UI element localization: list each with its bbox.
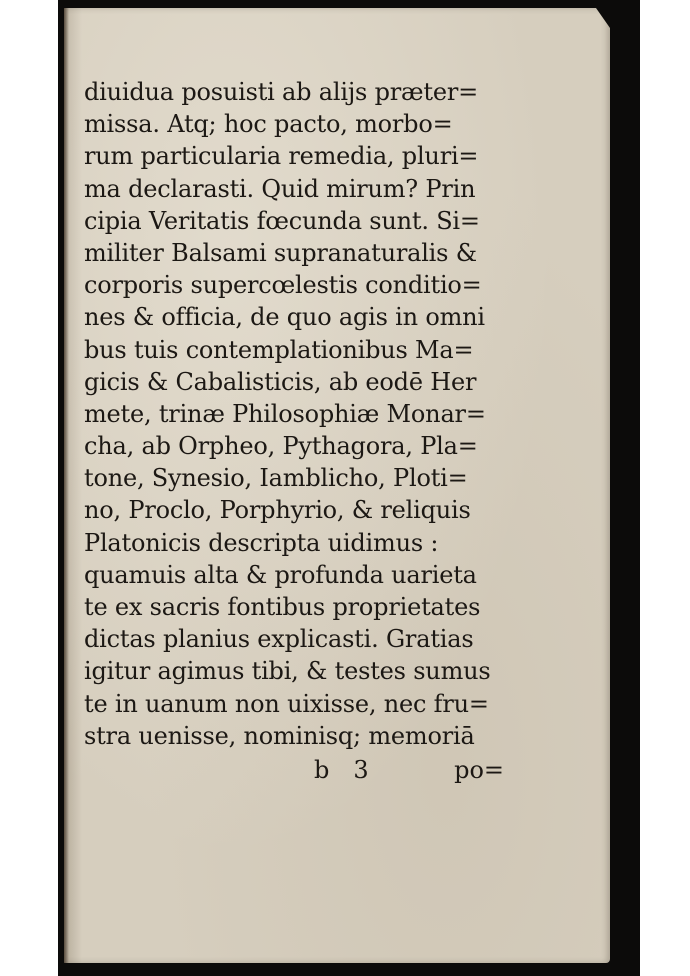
text-line: te ex sacris fontibus proprietates — [84, 593, 481, 621]
signature-letter: b — [314, 756, 330, 784]
text-line: corporis supercœlestis conditio= — [84, 271, 482, 300]
gutter-shadow — [64, 8, 69, 963]
text-line: tone, Synesio, Iamblicho, Ploti= — [84, 464, 468, 493]
page-corner — [596, 8, 610, 28]
text-line: Platonicis descripta uidimus : — [84, 528, 439, 557]
body-text — [84, 76, 504, 752]
text-line: mete, trinæ Philosophiæ Monar= — [84, 399, 486, 428]
text-line: gicis & Cabalisticis, ab eodē Her — [84, 367, 477, 396]
signature-number: 3 — [353, 756, 369, 784]
book-page — [64, 8, 610, 963]
text-line: dictas planius explicasti. Gratias — [84, 625, 474, 654]
text-line: quamuis alta & profunda uarieta — [84, 560, 477, 589]
signature-line — [304, 754, 504, 786]
text-line: nes & officia, de quo agis in omni — [84, 303, 485, 332]
text-line: militer Balsami supranaturalis & — [84, 238, 477, 267]
catchword: po= — [454, 756, 504, 784]
text-line: cipia Veritatis fœcunda sunt. Si= — [84, 206, 480, 235]
text-line: igitur agimus tibi, & testes sumus — [84, 657, 491, 686]
text-line: cha, ab Orpheo, Pythagora, Pla= — [84, 432, 478, 461]
text-line: stra uenisse, nominisq; memoriā — [84, 721, 475, 750]
text-line: ma declarasti. Quid mirum? Prin — [84, 174, 476, 203]
text-line: te in uanum non uixisse, nec fru= — [84, 689, 489, 718]
text-line: rum particularia remedia, pluri= — [84, 142, 479, 171]
text-line: no, Proclo, Porphyrio, & reliquis — [84, 496, 471, 525]
text-line: bus tuis contemplationibus Ma= — [84, 335, 474, 364]
text-line: missa. Atq; hoc pacto, morbo= — [84, 110, 453, 139]
text-line: diuidua posuisti ab alijs præter= — [84, 78, 479, 106]
